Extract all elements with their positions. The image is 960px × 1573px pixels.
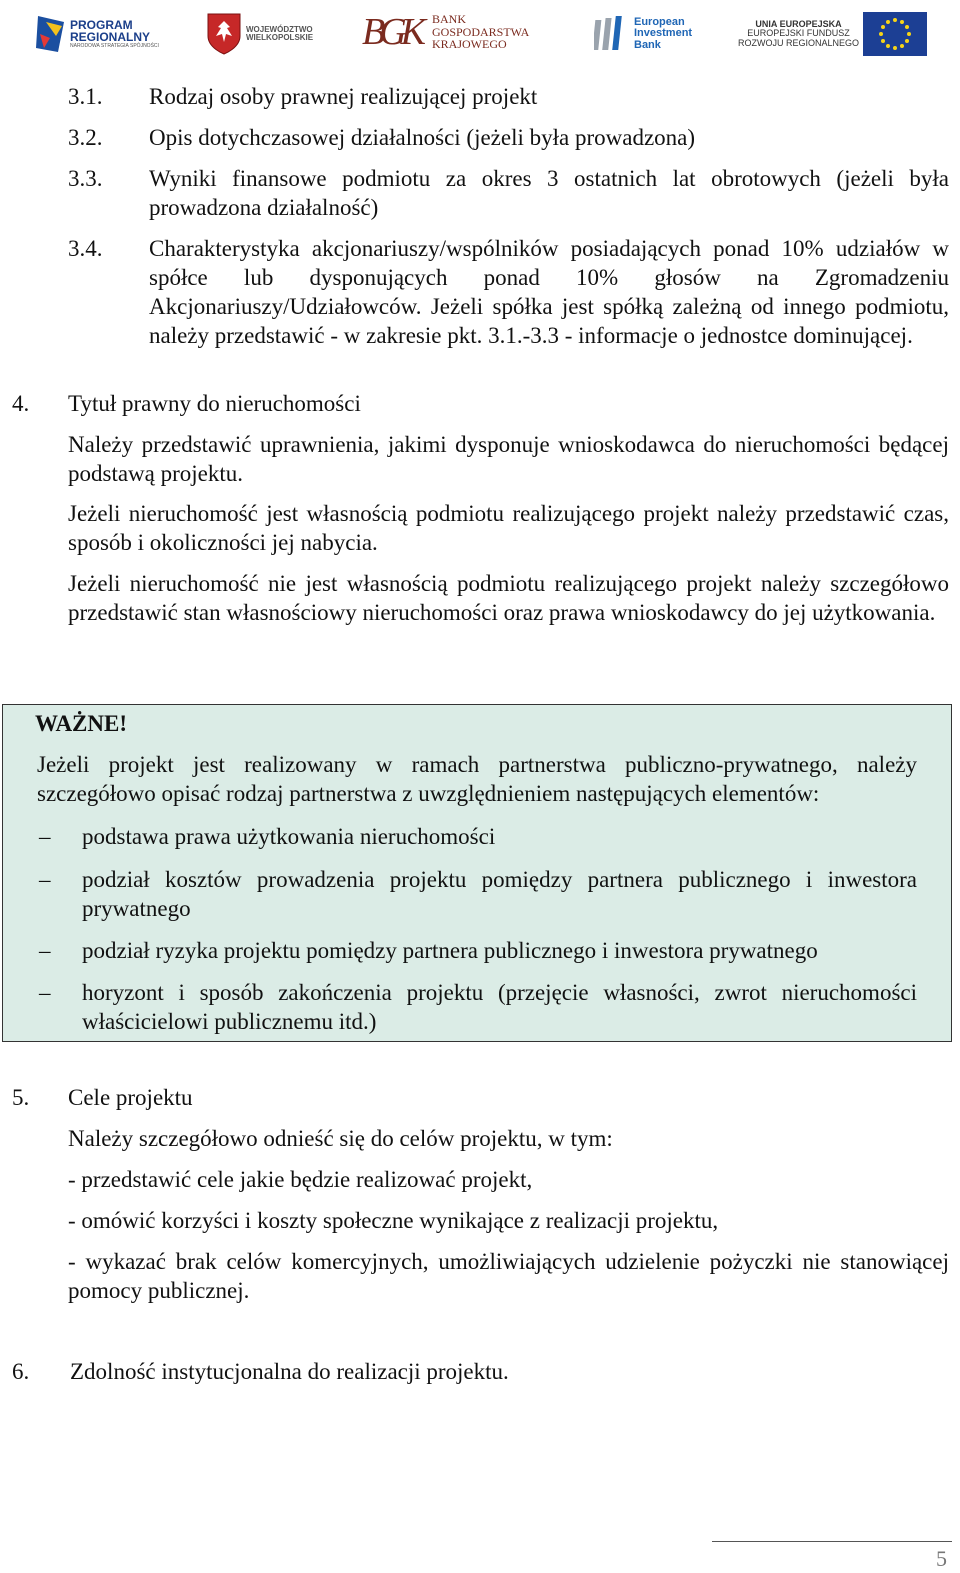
item-text: Wyniki finansowe podmiotu za okres 3 ostatnich lat obrotowych (jeżeli była prowadzona działalność)	[149, 166, 949, 220]
logo-text: PROGRAM	[70, 17, 133, 32]
list-item: horyzont i sposób zakończenia projektu (przejęcie własności, zwrot nieruchomości właścicielowi publicznemu itd.)	[82, 980, 917, 1034]
wielkopolska-logo	[206, 12, 313, 56]
dash-bullet: –	[39, 980, 51, 1005]
item-number: 3.1.	[68, 84, 103, 109]
item-text: Opis dotychczasowej działalności (jeżeli była prowadzona)	[149, 125, 696, 150]
eib-icon	[594, 14, 632, 54]
bgk-logo	[362, 12, 529, 52]
item-number: 3.4.	[68, 236, 103, 261]
list-item: - omówić korzyści i koszty społeczne wynikające z realizacji projektu,	[68, 1208, 719, 1233]
paragraph: Należy szczegółowo odnieść się do celów projektu, w tym:	[68, 1126, 613, 1151]
paragraph: Jeżeli nieruchomość jest własnością podmiotu realizującego projekt należy przedstawić czas, sposób i okoliczności jej nabycia.	[68, 501, 949, 555]
logo-text: BANK	[432, 12, 467, 27]
page-number: 5	[936, 1546, 947, 1571]
bgk-mark: BGK	[362, 11, 420, 53]
list-item: podstawa prawa użytkowania nieruchomości	[82, 824, 496, 849]
header-logos	[0, 8, 960, 64]
dash-bullet: –	[39, 938, 51, 963]
important-intro: Jeżeli projekt jest realizowany w ramach partnerstwa publiczno-prywatnego, należy szczegółowo opisać rodzaj partnerstwa z uwzględnieniem następujących elementów:	[37, 752, 917, 806]
logo-text: Investment	[634, 27, 693, 40]
logo-text: GOSPODARSTWA	[432, 24, 530, 39]
eu-logo	[738, 12, 927, 56]
section-title: Zdolność instytucjonalna do realizacji projektu.	[70, 1359, 509, 1384]
footer-rule	[712, 1541, 952, 1542]
item-number: 3.3.	[68, 166, 103, 191]
logo-text: ROZWOJU REGIONALNEGO	[738, 37, 860, 48]
item-text: Charakterystyka akcjonariuszy/wspólników posiadających ponad 10% udziałów w spółce lub dysponujących ponad 10% głosów na Zgromadzeniu Akcjonariuszy/Udziałowców. Jeżeli spółka jest spółką zależną od innego podmiotu, należy przedstawić - w zakresie pkt. 3.1.-3.3 - informacje o jednostce dominującej.	[149, 236, 949, 348]
eu-flag-icon	[863, 12, 927, 56]
list-item: podział ryzyka projektu pomiędzy partnera publicznego i inwestora prywatnego	[82, 938, 818, 963]
list-item: - przedstawić cele jakie będzie realizować projekt,	[68, 1167, 533, 1192]
paragraph: Jeżeli nieruchomość nie jest własnością podmiotu realizującego projekt należy szczegółowo przedstawić stan własnościowy nieruchomości oraz prawa wnioskodawcy do jej użytkowania.	[68, 571, 949, 625]
item-text: Rodzaj osoby prawnej realizującej projekt	[149, 84, 538, 109]
list-item: podział kosztów prowadzenia projektu pomiędzy partnera publicznego i inwestora prywatnego	[82, 867, 917, 921]
logo-text: Bank	[634, 38, 661, 51]
section-title: Tytuł prawny do nieruchomości	[68, 391, 361, 416]
list-item: - wykazać brak celów komercyjnych, umożliwiających udzielenie pożyczki nie stanowiącej pomocy publicznej.	[68, 1249, 949, 1303]
paragraph: Należy przedstawić uprawnienia, jakimi dysponuje wnioskodawca do nieruchomości będącej podstawą projektu.	[68, 432, 949, 486]
section-number: 5.	[12, 1085, 30, 1110]
important-box	[2, 704, 952, 1042]
important-title: WAŻNE!	[35, 711, 128, 736]
logo-text: WOJEWÓDZTWO	[246, 24, 313, 34]
dash-bullet: –	[39, 824, 51, 849]
program-regionalny-logo	[36, 14, 159, 54]
section-number: 6.	[12, 1359, 30, 1384]
logo-text: UNIA EUROPEJSKA	[755, 18, 842, 29]
coat-of-arms-icon	[206, 12, 242, 56]
program-regionalny-icon	[36, 14, 66, 54]
item-number: 3.2.	[68, 125, 103, 150]
logo-text: NARODOWA STRATEGIA SPÓJNOŚCI	[70, 42, 159, 49]
dash-bullet: –	[39, 867, 51, 892]
logo-text: European	[634, 15, 685, 28]
logo-text: KRAJOWEGO	[432, 37, 507, 52]
logo-text: REGIONALNY	[70, 30, 151, 45]
logo-text: WIELKOPOLSKIE	[246, 33, 314, 42]
section-title: Cele projektu	[68, 1085, 193, 1110]
eib-logo	[594, 14, 692, 54]
section-number: 4.	[12, 391, 30, 416]
logo-text: EUROPEJSKI FUNDUSZ	[747, 28, 850, 39]
